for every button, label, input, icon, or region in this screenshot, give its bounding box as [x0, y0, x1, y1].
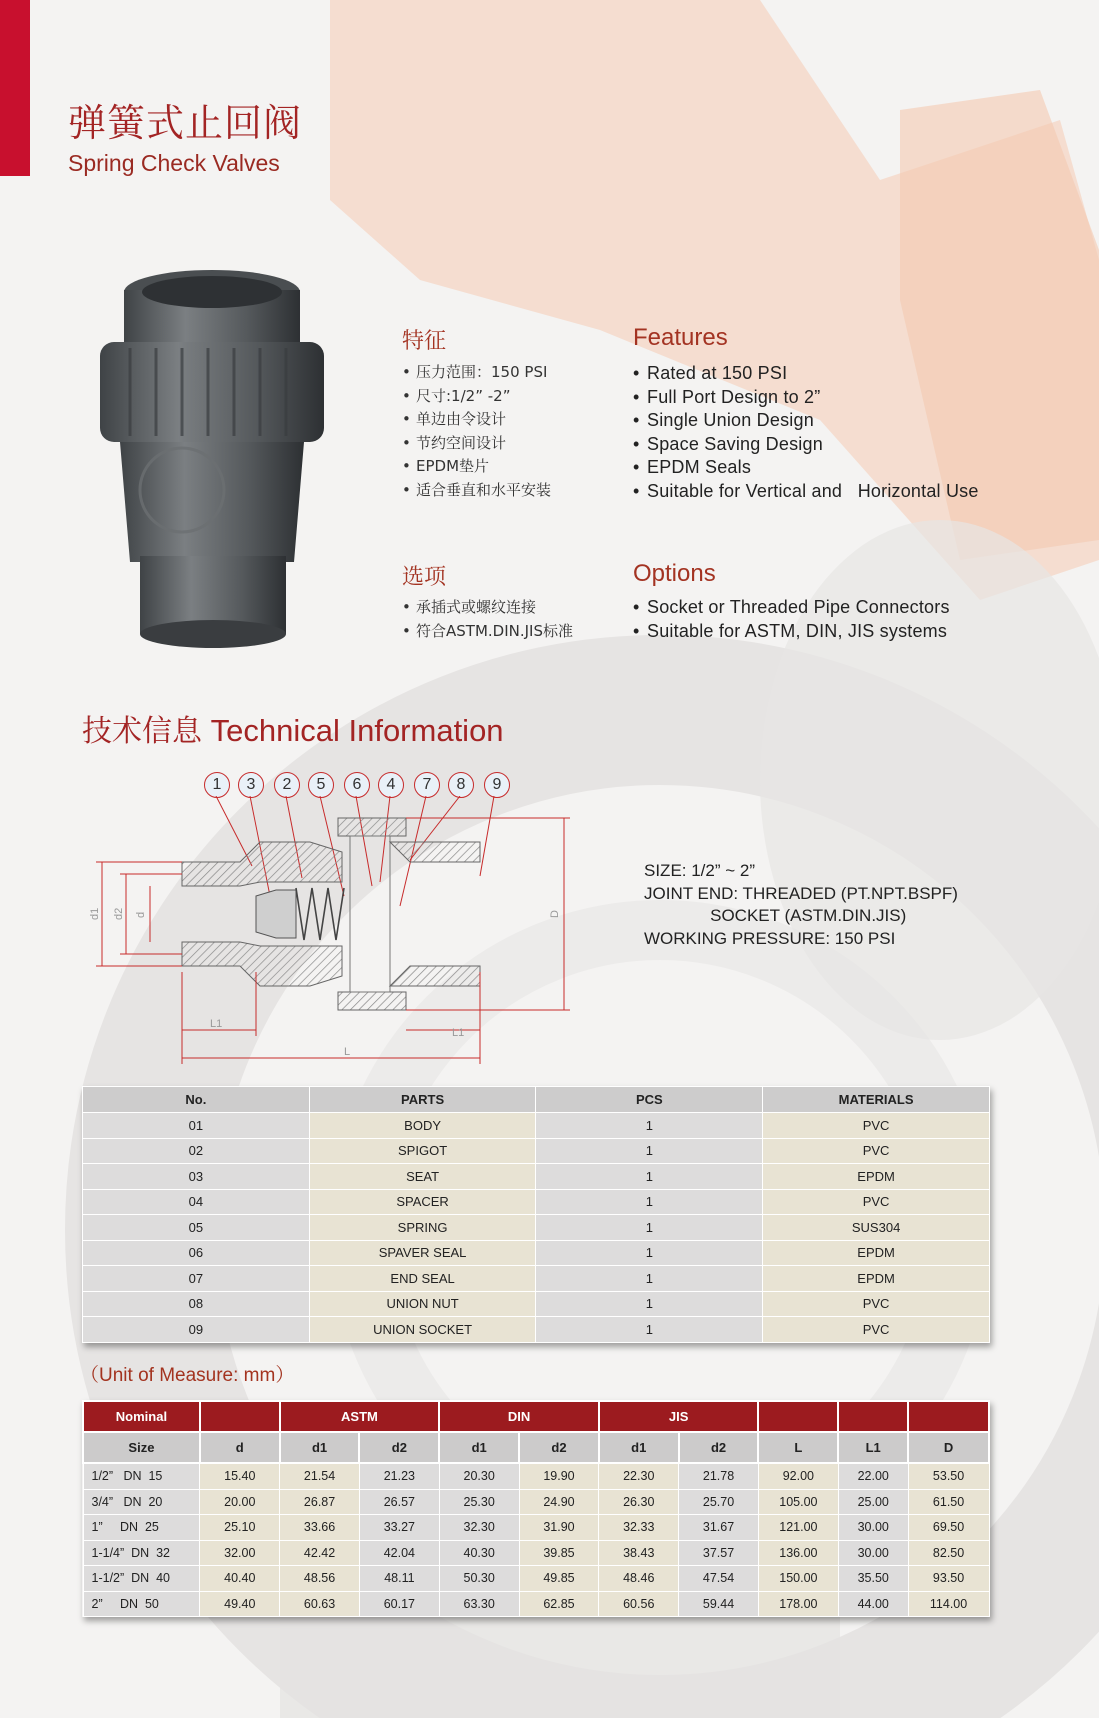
features-list-en: [631, 362, 979, 503]
table-cell: 15.40: [200, 1463, 280, 1489]
table-cell: 53.50: [908, 1463, 989, 1489]
spec-joint-end: JOINT END: THREADED (PT.NPT.BSPF): [644, 883, 958, 903]
accent-bar: [0, 0, 30, 176]
table-cell: 60.63: [280, 1591, 360, 1617]
table-row: [83, 1463, 989, 1489]
table-cell: 1: [536, 1164, 763, 1190]
feature-item-en: • Full Port Design to 2”: [631, 386, 979, 410]
table-cell: SUS304: [763, 1215, 990, 1241]
option-item-cn: • 符合ASTM.DIN.JIS标准: [400, 620, 573, 644]
table-row: [83, 1489, 989, 1515]
table-cell: 09: [83, 1317, 310, 1343]
table-cell: 1: [536, 1291, 763, 1317]
sub-header: L: [758, 1432, 838, 1463]
table-cell: 03: [83, 1164, 310, 1190]
table-cell: 1: [536, 1215, 763, 1241]
size-cell: 3/4” DN 20: [83, 1489, 200, 1515]
table-cell: 93.50: [908, 1566, 989, 1592]
table-cell: EPDM: [763, 1164, 990, 1190]
table-cell: 1: [536, 1189, 763, 1215]
feature-item-cn: • 适合垂直和水平安装: [400, 479, 551, 503]
callout-number: 3: [238, 772, 264, 798]
sub-header: L1: [838, 1432, 908, 1463]
feature-item-cn: • 压力范围：150 PSI: [400, 361, 551, 385]
table-cell: 08: [83, 1291, 310, 1317]
table-cell: 38.43: [599, 1540, 679, 1566]
table-cell: 62.85: [519, 1591, 599, 1617]
group-header-blank: [758, 1401, 838, 1432]
table-cell: 1: [536, 1266, 763, 1292]
table-cell: 50.30: [439, 1566, 519, 1592]
table-row: [83, 1591, 989, 1617]
dim-label-L: L: [344, 1046, 351, 1058]
table-row: [83, 1113, 990, 1139]
table-cell: 31.90: [519, 1515, 599, 1541]
table-cell: 105.00: [758, 1489, 838, 1515]
table-cell: SPACER: [309, 1189, 536, 1215]
size-cell: 1-1/4” DN 32: [83, 1540, 200, 1566]
table-cell: SPRING: [309, 1215, 536, 1241]
size-cell: 1-1/2” DN 40: [83, 1566, 200, 1592]
spec-socket: SOCKET (ASTM.DIN.JIS): [644, 906, 907, 925]
table-cell: 26.57: [359, 1489, 439, 1515]
table-cell: 1: [536, 1317, 763, 1343]
options-list-en: [631, 596, 950, 643]
col-header: MATERIALS: [763, 1087, 990, 1113]
table-cell: 37.57: [679, 1540, 759, 1566]
table-cell: 44.00: [838, 1591, 908, 1617]
option-item-en: • Socket or Threaded Pipe Connectors: [631, 596, 950, 620]
feature-item-cn: • 单边由令设计: [400, 408, 551, 432]
dim-label-L1: L1: [210, 1018, 223, 1030]
table-cell: 49.85: [519, 1566, 599, 1592]
table-cell: 07: [83, 1266, 310, 1292]
feature-item-cn: • 尺寸:1/2” -2”: [400, 385, 551, 409]
table-cell: SPAVER SEAL: [309, 1240, 536, 1266]
valve-cross-section-diagram: [80, 796, 580, 1066]
group-header-blank: [200, 1401, 280, 1432]
dimension-group-header: [83, 1401, 989, 1432]
dim-label-L1: L1: [452, 1027, 465, 1039]
feature-item-en: • Single Union Design: [631, 409, 979, 433]
valve-product-image: [90, 262, 330, 652]
table-cell: 06: [83, 1240, 310, 1266]
features-list-cn: [400, 361, 551, 502]
table-cell: 32.30: [439, 1515, 519, 1541]
technical-title-cn: 技术信息: [82, 714, 202, 749]
sub-header: d1: [439, 1432, 519, 1463]
table-cell: 21.78: [679, 1463, 759, 1489]
size-cell: 1/2” DN 15: [83, 1463, 200, 1489]
table-cell: 42.04: [359, 1540, 439, 1566]
table-cell: 92.00: [758, 1463, 838, 1489]
callout-number: 5: [308, 772, 334, 798]
technical-title-en: Technical Information: [210, 713, 504, 748]
table-cell: EPDM: [763, 1240, 990, 1266]
table-cell: 59.44: [679, 1591, 759, 1617]
table-cell: 121.00: [758, 1515, 838, 1541]
size-cell: 2” DN 50: [83, 1591, 200, 1617]
table-cell: 25.00: [838, 1489, 908, 1515]
callout-number: 7: [414, 772, 440, 798]
dim-label-d1: d1: [89, 907, 101, 920]
table-cell: 1: [536, 1113, 763, 1139]
table-cell: 26.87: [280, 1489, 360, 1515]
table-cell: 1: [536, 1240, 763, 1266]
table-cell: PVC: [763, 1291, 990, 1317]
table-cell: 22.00: [838, 1463, 908, 1489]
table-cell: 20.00: [200, 1489, 280, 1515]
table-row: [83, 1291, 990, 1317]
dim-label-d: d: [135, 911, 147, 918]
technical-specs: [644, 860, 958, 950]
callout-number: 1: [204, 772, 230, 798]
table-cell: 25.30: [439, 1489, 519, 1515]
table-cell: 02: [83, 1138, 310, 1164]
table-cell: UNION SOCKET: [309, 1317, 536, 1343]
table-cell: 05: [83, 1215, 310, 1241]
technical-info-title: [82, 706, 504, 750]
table-cell: EPDM: [763, 1266, 990, 1292]
table-cell: 61.50: [908, 1489, 989, 1515]
table-cell: 48.11: [359, 1566, 439, 1592]
table-row: [83, 1266, 990, 1292]
table-cell: 40.30: [439, 1540, 519, 1566]
table-cell: END SEAL: [309, 1266, 536, 1292]
sub-header: d2: [359, 1432, 439, 1463]
feature-item-en: • EPDM Seals: [631, 456, 979, 480]
table-cell: 25.10: [200, 1515, 280, 1541]
group-header-jis: JIS: [599, 1401, 759, 1432]
features-heading-en: Features: [633, 324, 728, 351]
sub-header: d2: [519, 1432, 599, 1463]
table-row: [83, 1317, 990, 1343]
feature-item-en: • Suitable for Vertical and Horizontal Use: [631, 480, 979, 504]
group-header-blank: [838, 1401, 908, 1432]
table-cell: PVC: [763, 1113, 990, 1139]
dim-label-D: D: [549, 910, 561, 918]
page-title-en: Spring Check Valves: [68, 150, 280, 176]
table-cell: 178.00: [758, 1591, 838, 1617]
table-cell: 48.56: [280, 1566, 360, 1592]
spec-pressure: WORKING PRESSURE: 150 PSI: [644, 928, 896, 948]
table-cell: 42.42: [280, 1540, 360, 1566]
table-row: [83, 1240, 990, 1266]
col-header: PARTS: [309, 1087, 536, 1113]
table-row: [83, 1189, 990, 1215]
table-cell: 25.70: [679, 1489, 759, 1515]
table-cell: 33.27: [359, 1515, 439, 1541]
table-row: [83, 1515, 989, 1541]
table-row: [83, 1215, 990, 1241]
table-cell: 49.40: [200, 1591, 280, 1617]
table-cell: 39.85: [519, 1540, 599, 1566]
table-cell: 60.56: [599, 1591, 679, 1617]
col-header: No.: [83, 1087, 310, 1113]
parts-table-header: [83, 1087, 990, 1113]
table-cell: 22.30: [599, 1463, 679, 1489]
sub-header: d2: [679, 1432, 759, 1463]
table-cell: 33.66: [280, 1515, 360, 1541]
unit-of-measure: （Unit of Measure: mm）: [80, 1365, 295, 1386]
option-item-en: • Suitable for ASTM, DIN, JIS systems: [631, 620, 950, 644]
table-cell: 26.30: [599, 1489, 679, 1515]
table-cell: 21.54: [280, 1463, 360, 1489]
size-cell: 1” DN 25: [83, 1515, 200, 1541]
features-heading-cn: 特征: [402, 329, 447, 354]
table-cell: 47.54: [679, 1566, 759, 1592]
table-cell: 63.30: [439, 1591, 519, 1617]
table-cell: 40.40: [200, 1566, 280, 1592]
sub-header: D: [908, 1432, 989, 1463]
sub-header: Size: [83, 1432, 200, 1463]
table-cell: UNION NUT: [309, 1291, 536, 1317]
table-cell: 24.90: [519, 1489, 599, 1515]
options-list-cn: [400, 596, 573, 643]
table-row: [83, 1138, 990, 1164]
callout-number: 2: [274, 772, 300, 798]
group-header-blank: [908, 1401, 989, 1432]
page-title-cn: 弹簧式止回阀: [68, 101, 303, 145]
table-cell: 136.00: [758, 1540, 838, 1566]
table-cell: 21.23: [359, 1463, 439, 1489]
table-cell: 1: [536, 1138, 763, 1164]
table-cell: 69.50: [908, 1515, 989, 1541]
table-cell: 19.90: [519, 1463, 599, 1489]
table-cell: PVC: [763, 1189, 990, 1215]
table-cell: SPIGOT: [309, 1138, 536, 1164]
table-cell: 30.00: [838, 1515, 908, 1541]
table-cell: 35.50: [838, 1566, 908, 1592]
option-item-cn: • 承插式或螺纹连接: [400, 596, 573, 620]
feature-item-cn: • 节约空间设计: [400, 432, 551, 456]
callout-number: 4: [378, 772, 404, 798]
table-cell: 32.33: [599, 1515, 679, 1541]
table-cell: 20.30: [439, 1463, 519, 1489]
dimension-table: [82, 1400, 990, 1617]
table-cell: PVC: [763, 1317, 990, 1343]
options-heading-cn: 选项: [402, 565, 447, 590]
table-cell: 82.50: [908, 1540, 989, 1566]
sub-header: d: [200, 1432, 280, 1463]
table-cell: 30.00: [838, 1540, 908, 1566]
spec-size: SIZE: 1/2” ~ 2”: [644, 861, 756, 880]
callout-number: 9: [484, 772, 510, 798]
group-header-nominal: Nominal: [83, 1401, 200, 1432]
table-cell: 150.00: [758, 1566, 838, 1592]
table-cell: 01: [83, 1113, 310, 1139]
group-header-din: DIN: [439, 1401, 599, 1432]
table-row: [83, 1566, 989, 1592]
table-cell: 31.67: [679, 1515, 759, 1541]
table-cell: 60.17: [359, 1591, 439, 1617]
table-row: [83, 1540, 989, 1566]
callout-number: 6: [344, 772, 370, 798]
dimension-sub-header: [83, 1432, 989, 1463]
callout-number: 8: [448, 772, 474, 798]
table-cell: 48.46: [599, 1566, 679, 1592]
table-cell: SEAT: [309, 1164, 536, 1190]
group-header-astm: ASTM: [280, 1401, 440, 1432]
feature-item-en: • Rated at 150 PSI: [631, 362, 979, 386]
table-cell: 32.00: [200, 1540, 280, 1566]
table-cell: BODY: [309, 1113, 536, 1139]
parts-table: [82, 1086, 990, 1343]
feature-item-cn: • EPDM垫片: [400, 455, 551, 479]
feature-item-en: • Space Saving Design: [631, 433, 979, 457]
table-cell: 114.00: [908, 1591, 989, 1617]
table-cell: 04: [83, 1189, 310, 1215]
table-cell: PVC: [763, 1138, 990, 1164]
dim-label-d2: d2: [113, 907, 125, 920]
table-row: [83, 1164, 990, 1190]
sub-header: d1: [599, 1432, 679, 1463]
sub-header: d1: [280, 1432, 360, 1463]
col-header: PCS: [536, 1087, 763, 1113]
options-heading-en: Options: [633, 560, 716, 587]
